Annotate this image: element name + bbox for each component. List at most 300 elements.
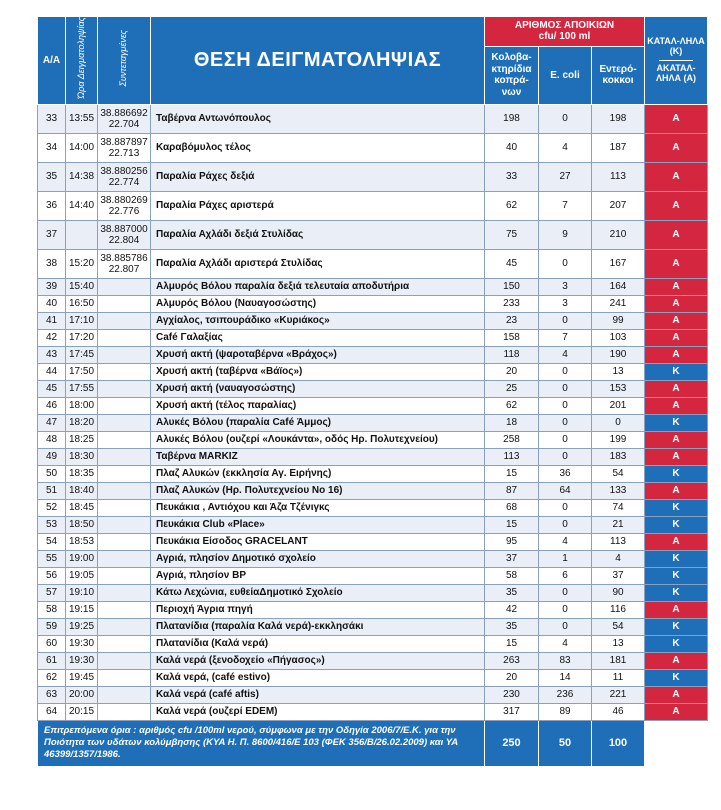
cell-entero: 46 [592, 703, 645, 720]
table-row [38, 295, 708, 312]
coord-lon: 22.807 [108, 263, 140, 275]
cell-aa: 64 [38, 703, 66, 720]
cell-aa: 59 [38, 618, 66, 635]
cell-coliform: 37 [485, 550, 539, 567]
cell-aa: 49 [38, 448, 66, 465]
cell-aa: 42 [38, 329, 66, 346]
cell-aa: 47 [38, 414, 66, 431]
cell-entero: 54 [592, 465, 645, 482]
cell-ecoli: 0 [539, 448, 592, 465]
cell-location: Αλυκές Βόλου (ουζερί «Λουκάντα», οδός Ηρ. Πολυτεχνείου) [151, 431, 485, 448]
cell-status: A [645, 162, 708, 191]
cell-location: Πευκάκια Club «Place» [151, 516, 485, 533]
cell-coords [98, 312, 151, 329]
cell-aa: 51 [38, 482, 66, 499]
cell-location: Πλατανίδια (Καλά νερά) [151, 635, 485, 652]
cell-ecoli: 4 [539, 346, 592, 363]
cell-entero: 221 [592, 686, 645, 703]
cell-coords [98, 516, 151, 533]
cell-coords [98, 465, 151, 482]
cell-ecoli: 27 [539, 162, 592, 191]
cell-time: 18:53 [66, 533, 98, 550]
table-row [38, 703, 708, 720]
cell-status: A [645, 686, 708, 703]
cell-status: A [645, 104, 708, 133]
cell-entero: 210 [592, 220, 645, 249]
cell-status: A [645, 329, 708, 346]
table-row [38, 431, 708, 448]
cell-coords [98, 550, 151, 567]
cell-coliform: 230 [485, 686, 539, 703]
cell-time: 18:35 [66, 465, 98, 482]
table-row [38, 601, 708, 618]
cell-status: K [645, 516, 708, 533]
coord-lat: 38.880256 [100, 165, 148, 177]
cell-time: 18:25 [66, 431, 98, 448]
cell-status: K [645, 499, 708, 516]
cell-entero: 21 [592, 516, 645, 533]
cell-coords [98, 482, 151, 499]
limits-row [38, 720, 708, 766]
cell-time: 19:10 [66, 584, 98, 601]
coord-lat: 38.887000 [100, 223, 148, 235]
cell-status: A [645, 397, 708, 414]
cell-coliform: 20 [485, 669, 539, 686]
cell-location: Καλά νερά, (café estivo) [151, 669, 485, 686]
col-header-coliform: Κολοβα-κτηρίδια κοπρά-νων [485, 46, 539, 104]
cell-ecoli: 0 [539, 397, 592, 414]
cell-entero: 187 [592, 133, 645, 162]
cell-coliform: 62 [485, 191, 539, 220]
cell-aa: 45 [38, 380, 66, 397]
cell-coords [98, 431, 151, 448]
cell-location: Αγριά, πλησίον Δημοτικό σχολείο [151, 550, 485, 567]
cell-entero: 183 [592, 448, 645, 465]
limit-ecoli: 50 [539, 720, 592, 766]
cell-coliform: 158 [485, 329, 539, 346]
cell-entero: 164 [592, 278, 645, 295]
table-row [38, 278, 708, 295]
table-row [38, 329, 708, 346]
cell-location: Πλαζ Αλυκών (Ηρ. Πολυτεχνείου Νο 16) [151, 482, 485, 499]
cell-status: A [645, 448, 708, 465]
cell-location: Πλατανίδια (παραλία Καλά νερά)-εκκλησάκι [151, 618, 485, 635]
cell-aa: 44 [38, 363, 66, 380]
cell-ecoli: 7 [539, 191, 592, 220]
cell-time: 13:55 [66, 104, 98, 133]
cell-aa: 53 [38, 516, 66, 533]
cell-time: 18:40 [66, 482, 98, 499]
cell-entero: 241 [592, 295, 645, 312]
cell-coords [98, 533, 151, 550]
cell-coliform: 23 [485, 312, 539, 329]
cell-status: K [645, 669, 708, 686]
cell-coords [98, 278, 151, 295]
cell-entero: 133 [592, 482, 645, 499]
table-row [38, 162, 708, 191]
cell-status: A [645, 133, 708, 162]
coord-lat: 38.880269 [100, 194, 148, 206]
cell-status: A [645, 482, 708, 499]
cell-coords [98, 499, 151, 516]
table-row [38, 346, 708, 363]
cell-status: A [645, 295, 708, 312]
cell-aa: 60 [38, 635, 66, 652]
cell-location: Πευκάκια , Αντιόχου και Άζα Τζένιγκς [151, 499, 485, 516]
cell-location: Παραλία Αχλάδι δεξιά Στυλίδας [151, 220, 485, 249]
cell-status: K [645, 550, 708, 567]
cell-entero: 153 [592, 380, 645, 397]
colonies-unit: cfu/ 100 ml [538, 31, 591, 43]
cell-ecoli: 0 [539, 312, 592, 329]
col-header-coords [98, 17, 151, 105]
cell-ecoli: 3 [539, 295, 592, 312]
cell-coliform: 317 [485, 703, 539, 720]
cell-status: A [645, 249, 708, 278]
coord-lon: 22.704 [108, 118, 140, 130]
table-row [38, 414, 708, 431]
status-suitable-label: ΚΑΤΑΛ-ΛΗΛΑ (Κ) [647, 36, 705, 56]
cell-entero: 116 [592, 601, 645, 618]
cell-coliform: 95 [485, 533, 539, 550]
cell-ecoli: 0 [539, 249, 592, 278]
cell-time: 18:00 [66, 397, 98, 414]
cell-status: K [645, 414, 708, 431]
cell-entero: 0 [592, 414, 645, 431]
cell-ecoli: 0 [539, 499, 592, 516]
table-row [38, 380, 708, 397]
cell-ecoli: 4 [539, 533, 592, 550]
table-row [38, 363, 708, 380]
cell-coliform: 15 [485, 465, 539, 482]
cell-ecoli: 36 [539, 465, 592, 482]
cell-entero: 190 [592, 346, 645, 363]
limits-note: Επιτρεπόμενα όρια : αριθμός cfu /100ml νερού, σύμφωνα με την Οδηγία 2006/7/Ε.Κ. για την Ποιότητα των υδάτων κολύμβησης (ΚΥΑ Η. Π. 8600/416/Ε 103 (ΦΕΚ 356/Β/26.02.2009) και ΥΑ 46399/1357/1986. [38, 720, 485, 766]
cell-aa: 43 [38, 346, 66, 363]
status-divider [659, 60, 693, 61]
sampling-table [37, 16, 708, 767]
cell-time: 20:00 [66, 686, 98, 703]
cell-time: 15:20 [66, 249, 98, 278]
coord-lat: 38.886692 [100, 107, 148, 119]
cell-coliform: 150 [485, 278, 539, 295]
table-row [38, 550, 708, 567]
table-row [38, 567, 708, 584]
cell-status: K [645, 635, 708, 652]
cell-coliform: 233 [485, 295, 539, 312]
cell-entero: 167 [592, 249, 645, 278]
col-header-location: ΘΕΣΗ ΔΕΙΓΜΑΤΟΛΗΨΙΑΣ [151, 17, 485, 105]
cell-time: 14:00 [66, 133, 98, 162]
cell-location: Ταβέρνα MARKIZ [151, 448, 485, 465]
cell-coords [98, 329, 151, 346]
table-row [38, 220, 708, 249]
coord-lon: 22.776 [108, 205, 140, 217]
cell-coords [98, 448, 151, 465]
cell-coords [98, 618, 151, 635]
cell-coliform: 15 [485, 516, 539, 533]
col-header-colonies [485, 17, 645, 47]
cell-entero: 74 [592, 499, 645, 516]
cell-time: 17:45 [66, 346, 98, 363]
cell-aa: 40 [38, 295, 66, 312]
col-header-entero: Εντερό-κοκκοι [592, 46, 645, 104]
cell-time: 20:15 [66, 703, 98, 720]
cell-entero: 13 [592, 363, 645, 380]
cell-aa: 63 [38, 686, 66, 703]
table-row [38, 584, 708, 601]
cell-time: 15:40 [66, 278, 98, 295]
cell-time: 17:20 [66, 329, 98, 346]
cell-time: 16:50 [66, 295, 98, 312]
col-header-ecoli: E. coli [539, 46, 592, 104]
cell-aa: 33 [38, 104, 66, 133]
cell-coliform: 15 [485, 635, 539, 652]
cell-entero: 103 [592, 329, 645, 346]
table-row [38, 191, 708, 220]
cell-entero: 11 [592, 669, 645, 686]
cell-time: 17:50 [66, 363, 98, 380]
cell-aa: 55 [38, 550, 66, 567]
water-quality-report [37, 16, 707, 767]
header-row [38, 17, 708, 47]
cell-aa: 38 [38, 249, 66, 278]
cell-entero: 113 [592, 533, 645, 550]
cell-aa: 37 [38, 220, 66, 249]
cell-status: A [645, 601, 708, 618]
cell-coords [98, 133, 151, 162]
cell-aa: 41 [38, 312, 66, 329]
cell-entero: 90 [592, 584, 645, 601]
cell-ecoli: 64 [539, 482, 592, 499]
cell-coliform: 18 [485, 414, 539, 431]
cell-coliform: 198 [485, 104, 539, 133]
cell-entero: 207 [592, 191, 645, 220]
coord-lon: 22.713 [108, 147, 140, 159]
cell-entero: 4 [592, 550, 645, 567]
cell-ecoli: 0 [539, 104, 592, 133]
cell-coliform: 62 [485, 397, 539, 414]
table-row [38, 533, 708, 550]
cell-aa: 54 [38, 533, 66, 550]
coord-lat: 38.885786 [100, 252, 148, 264]
cell-entero: 201 [592, 397, 645, 414]
table-row [38, 482, 708, 499]
cell-coliform: 58 [485, 567, 539, 584]
cell-ecoli: 83 [539, 652, 592, 669]
cell-aa: 61 [38, 652, 66, 669]
cell-ecoli: 6 [539, 567, 592, 584]
cell-location: Παραλία Ράχες αριστερά [151, 191, 485, 220]
cell-time: 14:38 [66, 162, 98, 191]
cell-coords [98, 686, 151, 703]
cell-coords [98, 380, 151, 397]
cell-location: Αλμυρός Βόλου (Ναυαγοσώστης) [151, 295, 485, 312]
col-header-aa: Α/Α [38, 17, 66, 105]
table-row [38, 465, 708, 482]
cell-ecoli: 3 [539, 278, 592, 295]
cell-entero: 181 [592, 652, 645, 669]
cell-status: A [645, 278, 708, 295]
cell-coords [98, 249, 151, 278]
cell-ecoli: 236 [539, 686, 592, 703]
limit-coliform: 250 [485, 720, 539, 766]
cell-ecoli: 0 [539, 516, 592, 533]
cell-time: 19:45 [66, 669, 98, 686]
cell-status: K [645, 567, 708, 584]
cell-aa: 50 [38, 465, 66, 482]
col-header-time [66, 17, 98, 105]
status-unsuitable-label: ΑΚΑΤΑΛ-ΛΗΛΑ (Α) [656, 62, 696, 83]
cell-coords [98, 346, 151, 363]
cell-entero: 198 [592, 104, 645, 133]
cell-time: 19:00 [66, 550, 98, 567]
cell-location: Κάτω Λεχώνια, ευθείαΔημοτικό Σχολείο [151, 584, 485, 601]
cell-entero: 113 [592, 162, 645, 191]
cell-aa: 62 [38, 669, 66, 686]
cell-entero: 13 [592, 635, 645, 652]
cell-location: Καλά νερά (ουζερί EDEM) [151, 703, 485, 720]
cell-ecoli: 0 [539, 363, 592, 380]
cell-coords [98, 191, 151, 220]
cell-coliform: 87 [485, 482, 539, 499]
cell-location: Πλαζ Αλυκών (εκκλησία Αγ. Ειρήνης) [151, 465, 485, 482]
cell-coliform: 33 [485, 162, 539, 191]
cell-status: A [645, 652, 708, 669]
cell-entero: 37 [592, 567, 645, 584]
table-row [38, 652, 708, 669]
cell-coords [98, 652, 151, 669]
cell-coords [98, 635, 151, 652]
cell-aa: 39 [38, 278, 66, 295]
cell-ecoli: 7 [539, 329, 592, 346]
table-row [38, 635, 708, 652]
cell-coliform: 45 [485, 249, 539, 278]
cell-aa: 58 [38, 601, 66, 618]
table-row [38, 669, 708, 686]
cell-location: Χρυσή ακτή (τέλος παραλίας) [151, 397, 485, 414]
limit-entero: 100 [592, 720, 645, 766]
coord-lat: 38.887897 [100, 136, 148, 148]
cell-coords [98, 363, 151, 380]
time-header-label: Ώρα Δειγματοληψίας [75, 17, 86, 99]
cell-location: Παραλία Ράχες δεξιά [151, 162, 485, 191]
cell-time: 19:15 [66, 601, 98, 618]
cell-ecoli: 4 [539, 635, 592, 652]
cell-time: 18:30 [66, 448, 98, 465]
cell-location: Αλμυρός Βόλου παραλία δεξιά τελευταία αποδυτήρια [151, 278, 485, 295]
cell-coords [98, 669, 151, 686]
table-row [38, 133, 708, 162]
cell-coords [98, 220, 151, 249]
cell-entero: 54 [592, 618, 645, 635]
cell-location: Αλυκές Βόλου (παραλία Café Άμμος) [151, 414, 485, 431]
cell-coliform: 35 [485, 584, 539, 601]
cell-entero: 99 [592, 312, 645, 329]
cell-location: Καραβόμυλος τέλος [151, 133, 485, 162]
cell-time: 19:30 [66, 652, 98, 669]
colonies-title: ΑΡΙΘΜΟΣ ΑΠΟΙΚΙΩΝ [514, 19, 615, 31]
cell-coliform: 20 [485, 363, 539, 380]
cell-status: A [645, 312, 708, 329]
cell-status: A [645, 431, 708, 448]
cell-ecoli: 0 [539, 601, 592, 618]
table-row [38, 618, 708, 635]
cell-coords [98, 601, 151, 618]
cell-location: Παραλία Αχλάδι αριστερά Στυλίδας [151, 249, 485, 278]
cell-time: 19:25 [66, 618, 98, 635]
cell-location: Αγχίαλος, τσιπουράδικο «Κυριάκος» [151, 312, 485, 329]
cell-status: K [645, 618, 708, 635]
cell-coords [98, 567, 151, 584]
cell-aa: 34 [38, 133, 66, 162]
cell-status: A [645, 533, 708, 550]
cell-status: A [645, 346, 708, 363]
cell-aa: 57 [38, 584, 66, 601]
cell-ecoli: 1 [539, 550, 592, 567]
table-row [38, 499, 708, 516]
table-row [38, 397, 708, 414]
cell-coliform: 40 [485, 133, 539, 162]
cell-coliform: 75 [485, 220, 539, 249]
table-row [38, 104, 708, 133]
cell-coords [98, 162, 151, 191]
coord-lon: 22.804 [108, 234, 140, 246]
cell-ecoli: 89 [539, 703, 592, 720]
cell-location: Αγριά, πλησίον BP [151, 567, 485, 584]
cell-coords [98, 584, 151, 601]
cell-time [66, 220, 98, 249]
cell-time: 17:10 [66, 312, 98, 329]
cell-aa: 36 [38, 191, 66, 220]
cell-ecoli: 9 [539, 220, 592, 249]
cell-coliform: 118 [485, 346, 539, 363]
cell-location: Ταβέρνα Αντωνόπουλος [151, 104, 485, 133]
cell-location: Café Γαλαξίας [151, 329, 485, 346]
cell-ecoli: 14 [539, 669, 592, 686]
cell-aa: 56 [38, 567, 66, 584]
coords-header-label: Συντεταγμένες [118, 29, 129, 87]
cell-coords [98, 414, 151, 431]
cell-aa: 48 [38, 431, 66, 448]
cell-time: 18:20 [66, 414, 98, 431]
cell-ecoli: 0 [539, 431, 592, 448]
cell-coliform: 263 [485, 652, 539, 669]
cell-coords [98, 104, 151, 133]
cell-location: Καλά νερά (café aftis) [151, 686, 485, 703]
cell-location: Πευκάκια Είσοδος GRACELANT [151, 533, 485, 550]
cell-coliform: 68 [485, 499, 539, 516]
cell-location: Χρυσή ακτή (ναυαγοσώστης) [151, 380, 485, 397]
cell-coords [98, 703, 151, 720]
cell-ecoli: 4 [539, 133, 592, 162]
cell-location: Περιοχή Άγρια πηγή [151, 601, 485, 618]
limits-blank-cell [645, 720, 708, 766]
cell-coliform: 25 [485, 380, 539, 397]
cell-coliform: 42 [485, 601, 539, 618]
table-row [38, 249, 708, 278]
cell-ecoli: 0 [539, 380, 592, 397]
coord-lon: 22.774 [108, 176, 140, 188]
cell-coliform: 35 [485, 618, 539, 635]
cell-status: A [645, 380, 708, 397]
cell-aa: 46 [38, 397, 66, 414]
cell-status: A [645, 703, 708, 720]
cell-coliform: 258 [485, 431, 539, 448]
cell-status: K [645, 584, 708, 601]
cell-coords [98, 397, 151, 414]
cell-status: K [645, 465, 708, 482]
